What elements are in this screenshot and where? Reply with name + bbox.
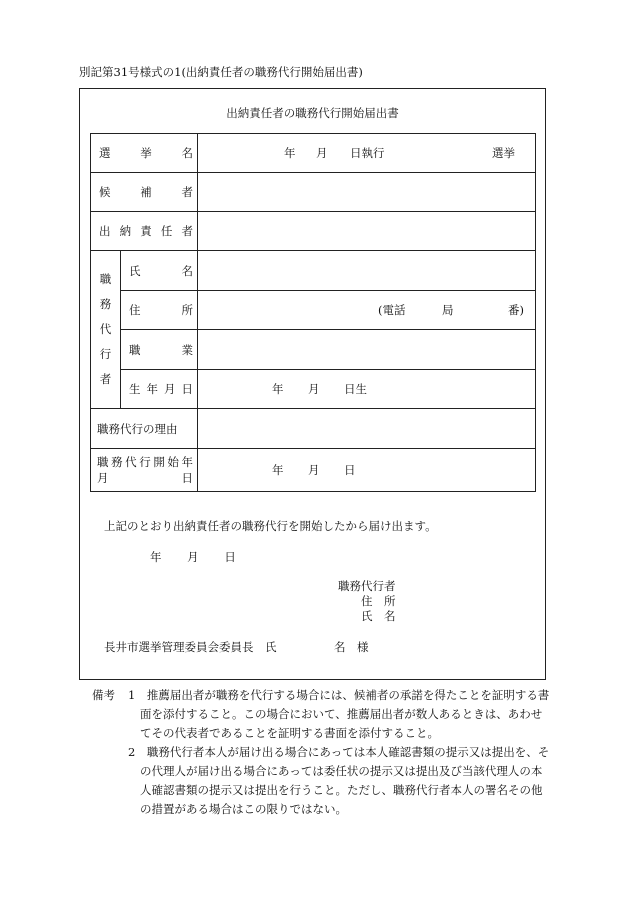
label-address-text xyxy=(129,302,193,318)
label-occupation xyxy=(121,330,198,370)
label-char: 生 xyxy=(129,382,141,396)
phone-number: 番) xyxy=(508,303,524,317)
vertical-label-char: 行 xyxy=(99,347,112,361)
vertical-label-char: 者 xyxy=(99,372,112,386)
birth-year-unit: 年 xyxy=(272,382,284,396)
field-treasurer[interactable] xyxy=(198,212,536,251)
note-item-2: 2 職務代行者本人が届け出る場合にあっては本人確認書類の提示又は提出を、その代理人が届け出る場合にあっては委任状の提示又は提出及び当該代理人の本人確認書類の提示又は提出を行うこと。ただし、職務代行者本人の署名その他の措置がある場合はこの限りではない。 xyxy=(128,745,550,816)
label-char: 名 xyxy=(181,263,193,278)
addressee: 長井市選挙管理委員会委員長 氏 名 様 xyxy=(104,640,369,654)
label-char: 名 xyxy=(181,146,193,160)
election-year-unit: 年 xyxy=(284,146,296,160)
label-candidate-text xyxy=(99,184,193,200)
phone-station: 局 xyxy=(442,303,454,317)
label-acting-person xyxy=(91,251,121,409)
vertical-label-char: 務 xyxy=(99,297,112,311)
row-acting-birthdate xyxy=(91,370,536,409)
signature-block xyxy=(338,579,396,624)
form-title: 出納責任者の職務代行開始届出書 xyxy=(226,106,399,120)
birth-month-unit: 月 xyxy=(308,382,320,396)
label-char: 職 xyxy=(129,342,141,357)
phone-open: (電話 xyxy=(378,303,406,317)
label-reason-text: 職務代行の理由 xyxy=(97,421,178,436)
label-char: 納 xyxy=(119,224,132,238)
label-treasurer-text xyxy=(99,223,193,239)
row-treasurer xyxy=(91,212,536,251)
label-birthdate-text xyxy=(129,381,193,397)
form-table xyxy=(90,133,536,492)
label-char: 所 xyxy=(181,303,193,317)
label-char: 職 xyxy=(97,455,109,469)
label-char: 責 xyxy=(140,224,152,238)
submission-year-unit: 年 xyxy=(150,550,162,564)
label-char: 日 xyxy=(181,382,193,396)
election-month-unit: 月 xyxy=(316,146,328,160)
label-address xyxy=(121,291,198,330)
field-name[interactable] xyxy=(198,251,536,291)
label-char: 始 xyxy=(167,455,179,469)
field-birthdate[interactable] xyxy=(198,370,536,409)
label-char: 月 xyxy=(97,471,109,485)
form-caption: 別記第31号様式の1(出納責任者の職務代行開始届出書) xyxy=(79,65,363,79)
label-char: 年 xyxy=(181,455,193,469)
form-frame xyxy=(79,88,546,680)
label-char: 月 xyxy=(164,382,176,396)
label-char: 氏 xyxy=(129,263,141,278)
row-election xyxy=(91,134,536,173)
field-candidate[interactable] xyxy=(198,173,536,212)
label-char: 業 xyxy=(181,342,193,357)
label-election xyxy=(91,134,198,173)
label-char: 任 xyxy=(160,224,173,238)
submission-date[interactable] xyxy=(150,549,258,565)
label-char: 候 xyxy=(99,185,111,199)
label-election-text xyxy=(99,145,193,161)
label-char: 行 xyxy=(139,455,151,469)
field-reason[interactable] xyxy=(198,409,536,449)
submission-month-unit: 月 xyxy=(187,550,199,564)
declaration-statement: 上記のとおり出納責任者の職務代行を開始したから届け出ます。 xyxy=(104,519,437,533)
notes-head: 備考 xyxy=(92,688,115,702)
field-election[interactable] xyxy=(198,134,536,173)
election-word: 選挙 xyxy=(492,146,515,160)
signature-address-label: 住 所 xyxy=(361,594,396,608)
label-occupation-text xyxy=(129,342,193,358)
label-treasurer xyxy=(91,212,198,251)
note-item-1: 1 推薦届出者が職務を代行する場合には、候補者の承諾を得たことを証明する書面を添付すること。この場合において、推薦届出者が数人あるときは、あわせてその代表者であることを証明する書面を添付すること。 xyxy=(128,688,550,740)
label-start-date xyxy=(91,449,198,492)
start-year-unit: 年 xyxy=(272,463,284,477)
label-start-date-line1 xyxy=(97,454,193,470)
election-day-exec: 日執行 xyxy=(350,146,385,160)
label-char: 補 xyxy=(140,185,152,199)
field-occupation[interactable] xyxy=(198,330,536,370)
start-month-unit: 月 xyxy=(308,463,320,477)
label-start-date-line2 xyxy=(97,470,193,486)
label-birthdate xyxy=(121,370,198,409)
label-char: 代 xyxy=(125,455,137,469)
field-address[interactable] xyxy=(198,291,536,330)
field-start-date[interactable] xyxy=(198,449,536,492)
row-acting-name xyxy=(91,251,536,291)
row-acting-occupation xyxy=(91,330,536,370)
row-candidate xyxy=(91,173,536,212)
label-char: 開 xyxy=(153,455,165,469)
signature-name-label: 氏 名 xyxy=(361,609,396,623)
submission-day-unit: 日 xyxy=(224,550,236,564)
label-char: 者 xyxy=(181,224,193,238)
row-start-date xyxy=(91,449,536,492)
birth-day-unit: 日生 xyxy=(344,382,367,396)
label-char: 年 xyxy=(146,382,158,396)
label-char: 日 xyxy=(181,471,193,485)
row-acting-address xyxy=(91,291,536,330)
label-name-text xyxy=(129,263,193,279)
row-reason xyxy=(91,409,536,449)
label-reason xyxy=(91,409,198,449)
start-day-unit: 日 xyxy=(344,463,356,477)
label-char: 住 xyxy=(129,303,141,317)
label-char: 務 xyxy=(111,455,123,469)
vertical-label-char: 代 xyxy=(99,322,112,336)
vertical-label-char: 職 xyxy=(99,272,112,286)
label-name xyxy=(121,251,198,291)
label-candidate xyxy=(91,173,198,212)
signature-role: 職務代行者 xyxy=(338,579,396,593)
label-char: 出 xyxy=(99,224,111,238)
label-char: 選 xyxy=(99,146,111,160)
label-char: 挙 xyxy=(140,146,152,160)
label-char: 者 xyxy=(181,185,193,199)
